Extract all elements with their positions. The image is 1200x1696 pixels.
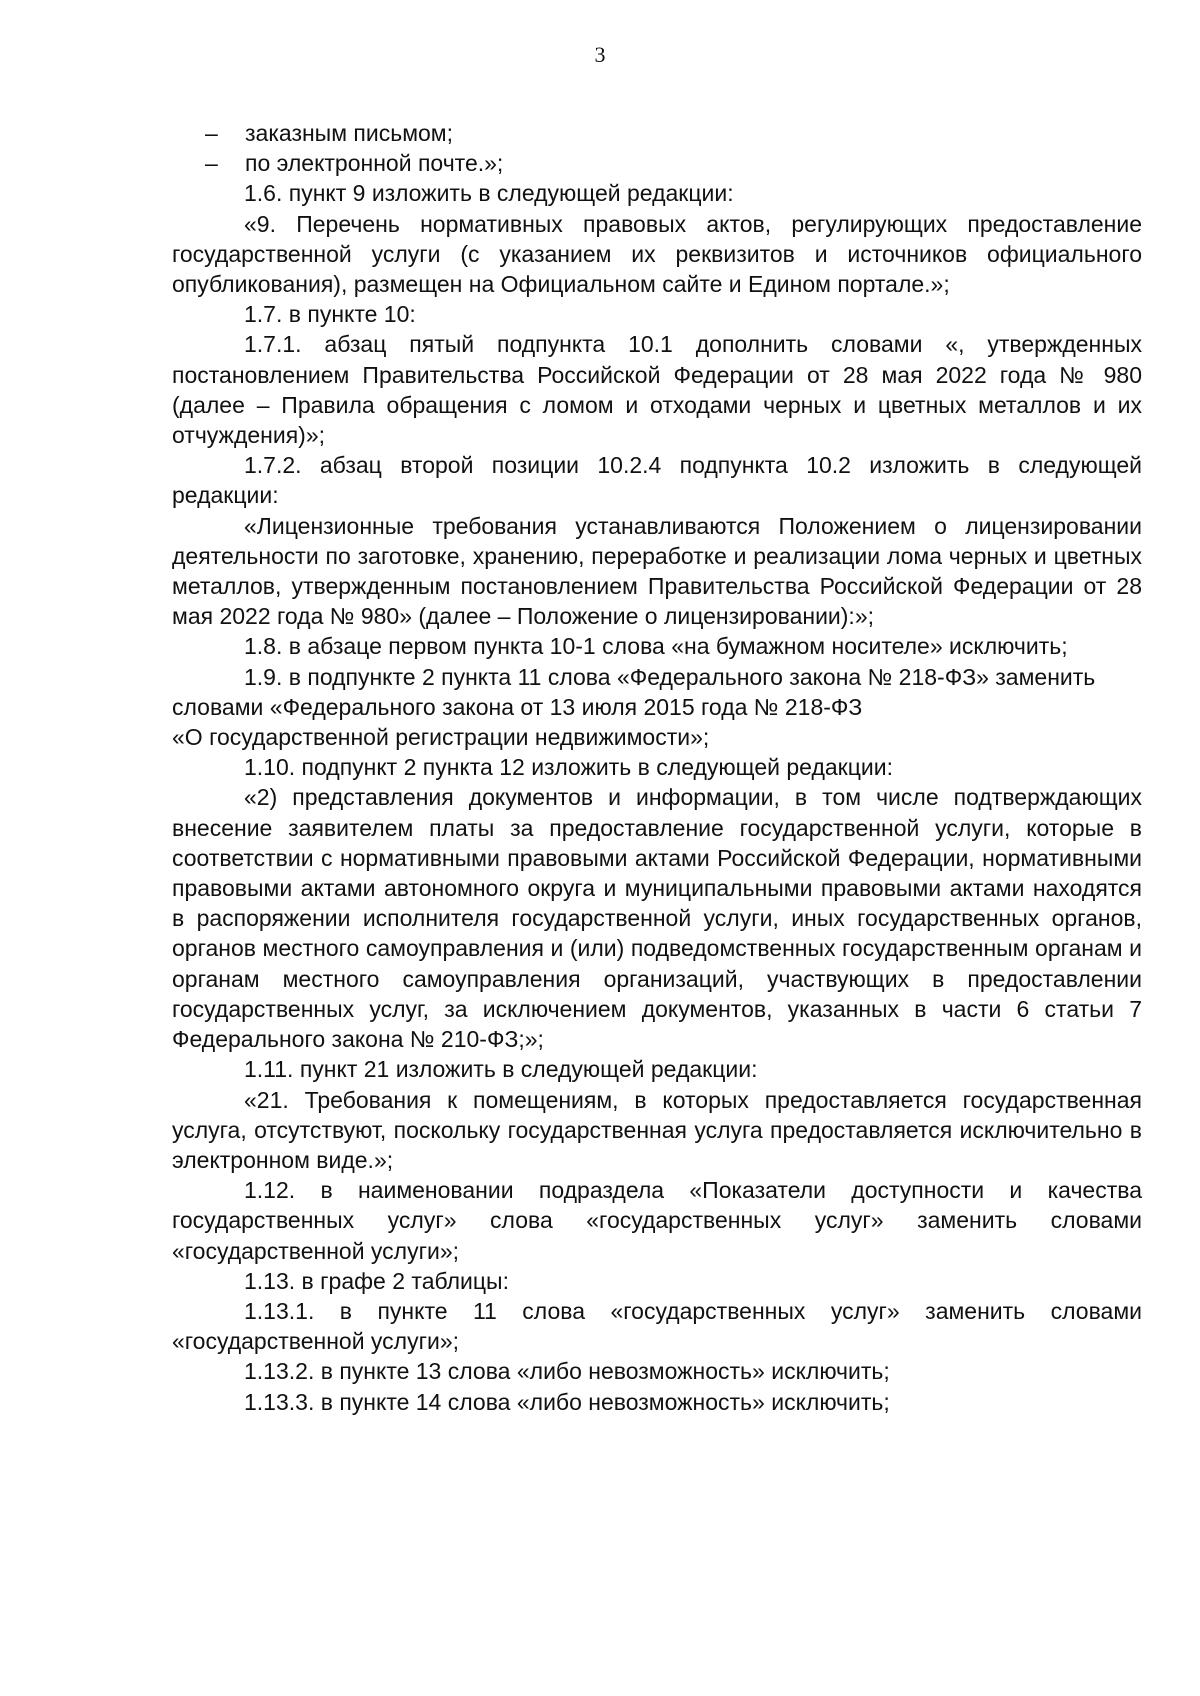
- list-item-email: [172, 148, 1142, 178]
- paragraph-1-9: 1.9. в подпункте 2 пункта 11 слова «Федерального закона № 218-ФЗ» заменить словами «Федерального закона от 13 июля 2015 года № 218-ФЗ «О государственной регистрации недвижимости»;: [172, 663, 1096, 751]
- paragraph-1-7-1: 1.7.1. абзац пятый подпункта 10.1 дополнить словами «, утвержденных постановлением Правительства Российской Федерации от 28 мая 2022 года № 980 (далее – Правила обращения с ломом и отходами черных и цветных металлов и их отчуждения)»;: [172, 331, 1142, 449]
- dash-mark: –: [205, 150, 218, 177]
- paragraph-1-10: 1.10. подпункт 2 пункта 12 изложить в следующей редакции:: [244, 754, 893, 781]
- paragraph-1-13-2: 1.13.2. в пункте 13 слова «либо невозможность» исключить;: [244, 1358, 890, 1385]
- paragraph-subitem-2-text: «2) представления документов и информации, в том числе подтверждающих внесение заявителем платы за предоставление государственной услуги, которые в соответствии с нормативными правовыми актами Российской Федерации, нормативными правовыми актами автономного округа и муниципальными правовыми актами находятся в распоряжении исполнителя государственной услуги, иных государственных органов, органов местного самоуправления и (или) подведомственных государственным органам и органам местного самоуправления организаций, участвующих в предоставлении государственных услуг, за исключением документов, указанных в части 6 статьи 7 Федерального закона № 210-ФЗ;»;: [172, 784, 1142, 1053]
- paragraph-1-13: 1.13. в графе 2 таблицы:: [244, 1267, 509, 1294]
- paragraph-1-6: 1.6. пункт 9 изложить в следующей редакции:: [244, 180, 734, 207]
- paragraph-1-13-1: 1.13.1. в пункте 11 слова «государственных услуг» заменить словами «государственной услуги»;: [172, 1297, 1142, 1355]
- list-item-text: по электронной почте.»;: [245, 150, 504, 177]
- paragraph-1-13-3: 1.13.3. в пункте 14 слова «либо невозможность» исключить;: [244, 1388, 890, 1415]
- document-body: [172, 118, 1142, 1417]
- paragraph-1-7: 1.7. в пункте 10:: [244, 301, 416, 328]
- list-item-registered-letter: [172, 118, 1142, 148]
- paragraph-item-9-text: «9. Перечень нормативных правовых актов, регулирующих предоставление государственной услуги (с указанием их реквизитов и источников официального опубликования), размещен на Официальном сайте и Едином портале.»;: [172, 210, 1142, 298]
- paragraph-license-requirements: «Лицензионные требования устанавливаются Положением о лицензировании деятельности по заготовке, хранению, переработке и реализации лома черных и цветных металлов, утвержденным постановлением Правительства Российской Федерации от 28 мая 2022 года № 980» (далее – Положение о лицензировании):»;: [172, 512, 1142, 630]
- page-number: 3: [594, 42, 606, 67]
- paragraph-1-12: 1.12. в наименовании подраздела «Показатели доступности и качества государственных услуг» слова «государственных услуг» заменить словами «государственной услуги»;: [172, 1177, 1142, 1264]
- paragraph-1-7-2: 1.7.2. абзац второй позиции 10.2.4 подпункта 10.2 изложить в следующей редакции:: [172, 452, 1142, 509]
- list-item-text: заказным письмом;: [245, 120, 454, 146]
- paragraph-1-8: 1.8. в абзаце первом пункта 10-1 слова «на бумажном носителе» исключить;: [244, 633, 1068, 660]
- paragraph-1-11: 1.11. пункт 21 изложить в следующей редакции:: [244, 1056, 758, 1083]
- dash-mark: –: [205, 120, 218, 146]
- paragraph-item-21-text: «21. Требования к помещениям, в которых предоставляется государственная услуга, отсутствуют, поскольку государственная услуга предоставляется исключительно в электронном виде.»;: [172, 1086, 1142, 1173]
